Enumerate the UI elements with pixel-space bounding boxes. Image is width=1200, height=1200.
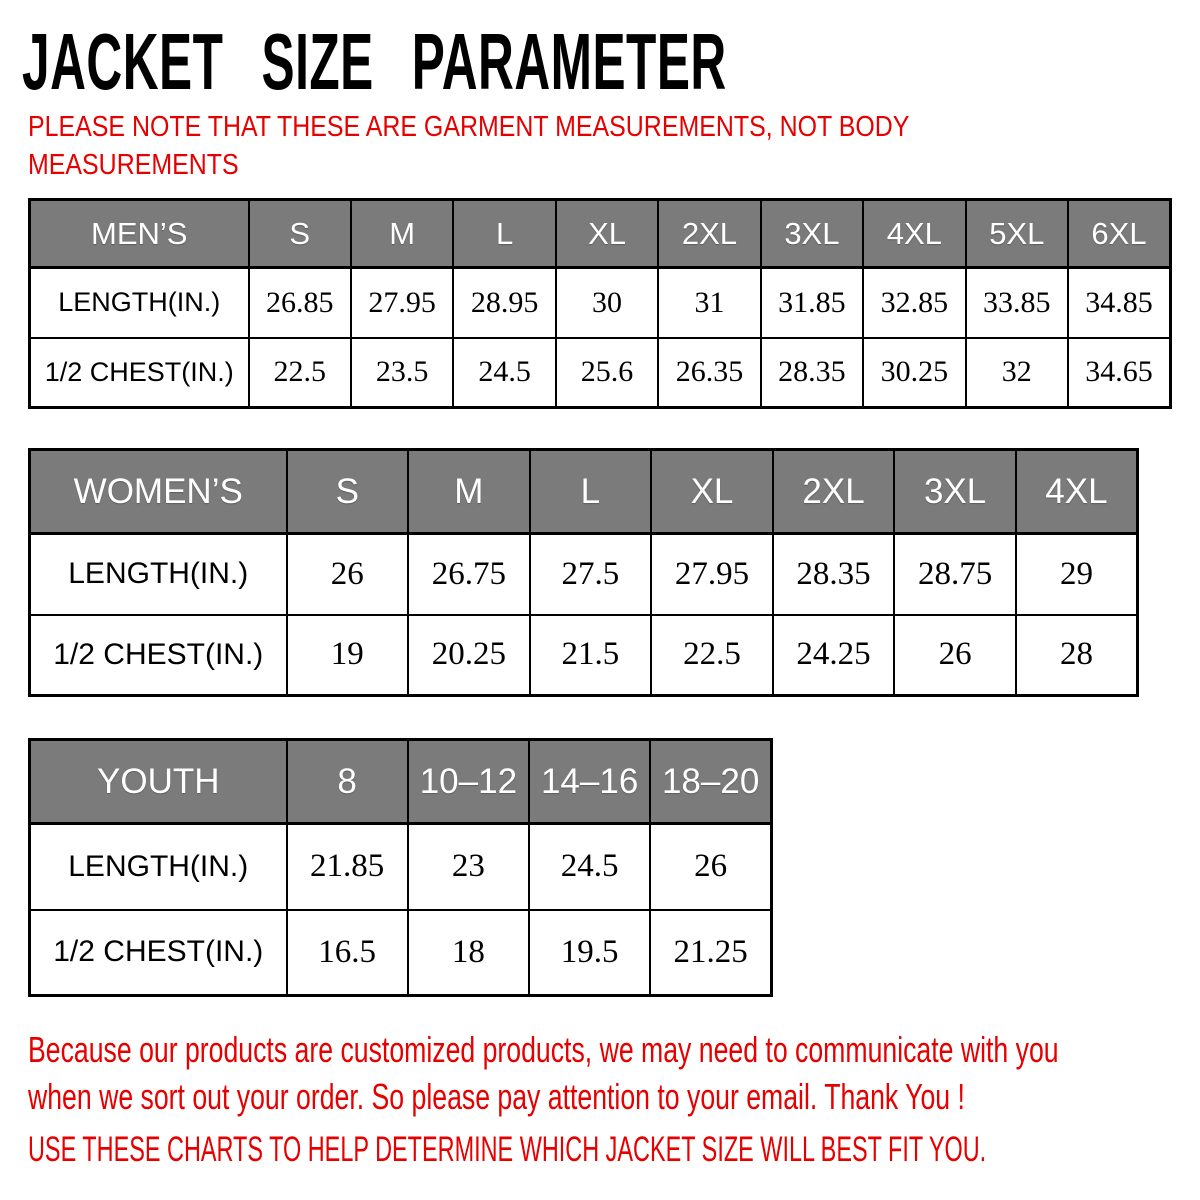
measurement-value-cell: 23.5 [351,338,453,408]
row-label-cell: 1/2 CHEST(IN.) [30,338,249,408]
size-header-cell: 2XL [773,450,895,534]
size-table-header-row [30,200,1171,268]
measurement-value-cell: 27.5 [530,534,652,615]
measurement-value-cell: 32.85 [863,268,965,338]
size-header-cell: S [287,450,409,534]
fit-advice-line: USE THESE CHARTS TO HELP DETERMINE WHICH JACKET SIZE WILL BEST FIT YOU. [28,1130,987,1169]
measurement-row [30,338,1171,408]
size-header-cell: S [249,200,351,268]
measurement-row [30,268,1171,338]
measurement-value-cell: 28 [1016,615,1138,696]
measurement-value-cell: 28.35 [761,338,863,408]
measurement-value-cell: 24.5 [529,824,650,910]
customization-notice-line-2: when we sort out your order. So please pay attention to your email. Thank You ! [28,1076,965,1117]
note-line-2: MEASUREMENTS [28,149,239,181]
size-header-cell: L [453,200,555,268]
size-header-cell: XL [651,450,773,534]
measurement-value-cell: 26 [650,824,771,910]
measurement-value-cell: 16.5 [287,910,408,996]
measurement-value-cell: 27.95 [351,268,453,338]
size-header-cell: 2XL [658,200,760,268]
size-header-cell: 8 [287,740,408,824]
measurement-value-cell: 18 [408,910,529,996]
table-name-cell: MEN’S [30,200,249,268]
size-header-cell: 3XL [761,200,863,268]
measurement-value-cell: 32 [966,338,1068,408]
measurement-value-cell: 31 [658,268,760,338]
size-header-cell: 4XL [863,200,965,268]
measurement-value-cell: 28.75 [894,534,1016,615]
measurement-value-cell: 21.5 [530,615,652,696]
garment-measurement-note [28,108,1053,184]
page-title [22,17,1159,106]
measurement-row [30,824,772,910]
measurement-value-cell: 20.25 [408,615,530,696]
measurement-value-cell: 26 [894,615,1016,696]
fit-advice-text [28,1128,1200,1172]
size-header-cell: 10–12 [408,740,529,824]
measurement-value-cell: 30 [556,268,658,338]
measurement-row [30,615,1138,696]
measurement-value-cell: 31.85 [761,268,863,338]
measurement-value-cell: 29 [1016,534,1138,615]
row-label-cell: 1/2 CHEST(IN.) [30,910,287,996]
customization-notice [28,1026,1200,1120]
size-header-cell: XL [556,200,658,268]
size-table-header-row [30,740,772,824]
measurement-row [30,534,1138,615]
size-header-cell: 14–16 [529,740,650,824]
table-name-cell: WOMEN’S [30,450,287,534]
measurement-value-cell: 23 [408,824,529,910]
table-name-cell: YOUTH [30,740,287,824]
measurement-value-cell: 33.85 [966,268,1068,338]
measurement-value-cell: 34.65 [1068,338,1171,408]
measurement-value-cell: 26.35 [658,338,760,408]
measurement-value-cell: 26.75 [408,534,530,615]
measurement-value-cell: 30.25 [863,338,965,408]
measurement-value-cell: 19.5 [529,910,650,996]
size-header-cell: 18–20 [650,740,771,824]
note-line-1: PLEASE NOTE THAT THESE ARE GARMENT MEASUREMENTS, NOT BODY [28,111,910,143]
measurement-value-cell: 21.25 [650,910,771,996]
measurement-value-cell: 24.5 [453,338,555,408]
size-table-header-row [30,450,1138,534]
womens-size-table [28,448,1139,697]
size-header-cell: 3XL [894,450,1016,534]
size-header-cell: 6XL [1068,200,1171,268]
page-title-text: JACKET SIZE PARAMETER [22,17,727,106]
size-header-cell: 4XL [1016,450,1138,534]
row-label-cell: LENGTH(IN.) [30,268,249,338]
size-header-cell: 5XL [966,200,1068,268]
measurement-value-cell: 34.85 [1068,268,1171,338]
measurement-value-cell: 27.95 [651,534,773,615]
measurement-value-cell: 19 [287,615,409,696]
row-label-cell: LENGTH(IN.) [30,824,287,910]
row-label-cell: 1/2 CHEST(IN.) [30,615,287,696]
measurement-value-cell: 26.85 [249,268,351,338]
measurement-value-cell: 24.25 [773,615,895,696]
mens-size-table [28,198,1172,409]
size-header-cell: L [530,450,652,534]
size-header-cell: M [408,450,530,534]
measurement-value-cell: 26 [287,534,409,615]
size-header-cell: M [351,200,453,268]
row-label-cell: LENGTH(IN.) [30,534,287,615]
customization-notice-line-1: Because our products are customized products, we may need to communicate with you [28,1029,1059,1070]
measurement-value-cell: 22.5 [651,615,773,696]
measurement-value-cell: 28.95 [453,268,555,338]
measurement-row [30,910,772,996]
measurement-value-cell: 28.35 [773,534,895,615]
measurement-value-cell: 22.5 [249,338,351,408]
measurement-value-cell: 25.6 [556,338,658,408]
measurement-value-cell: 21.85 [287,824,408,910]
youth-size-table [28,738,773,997]
